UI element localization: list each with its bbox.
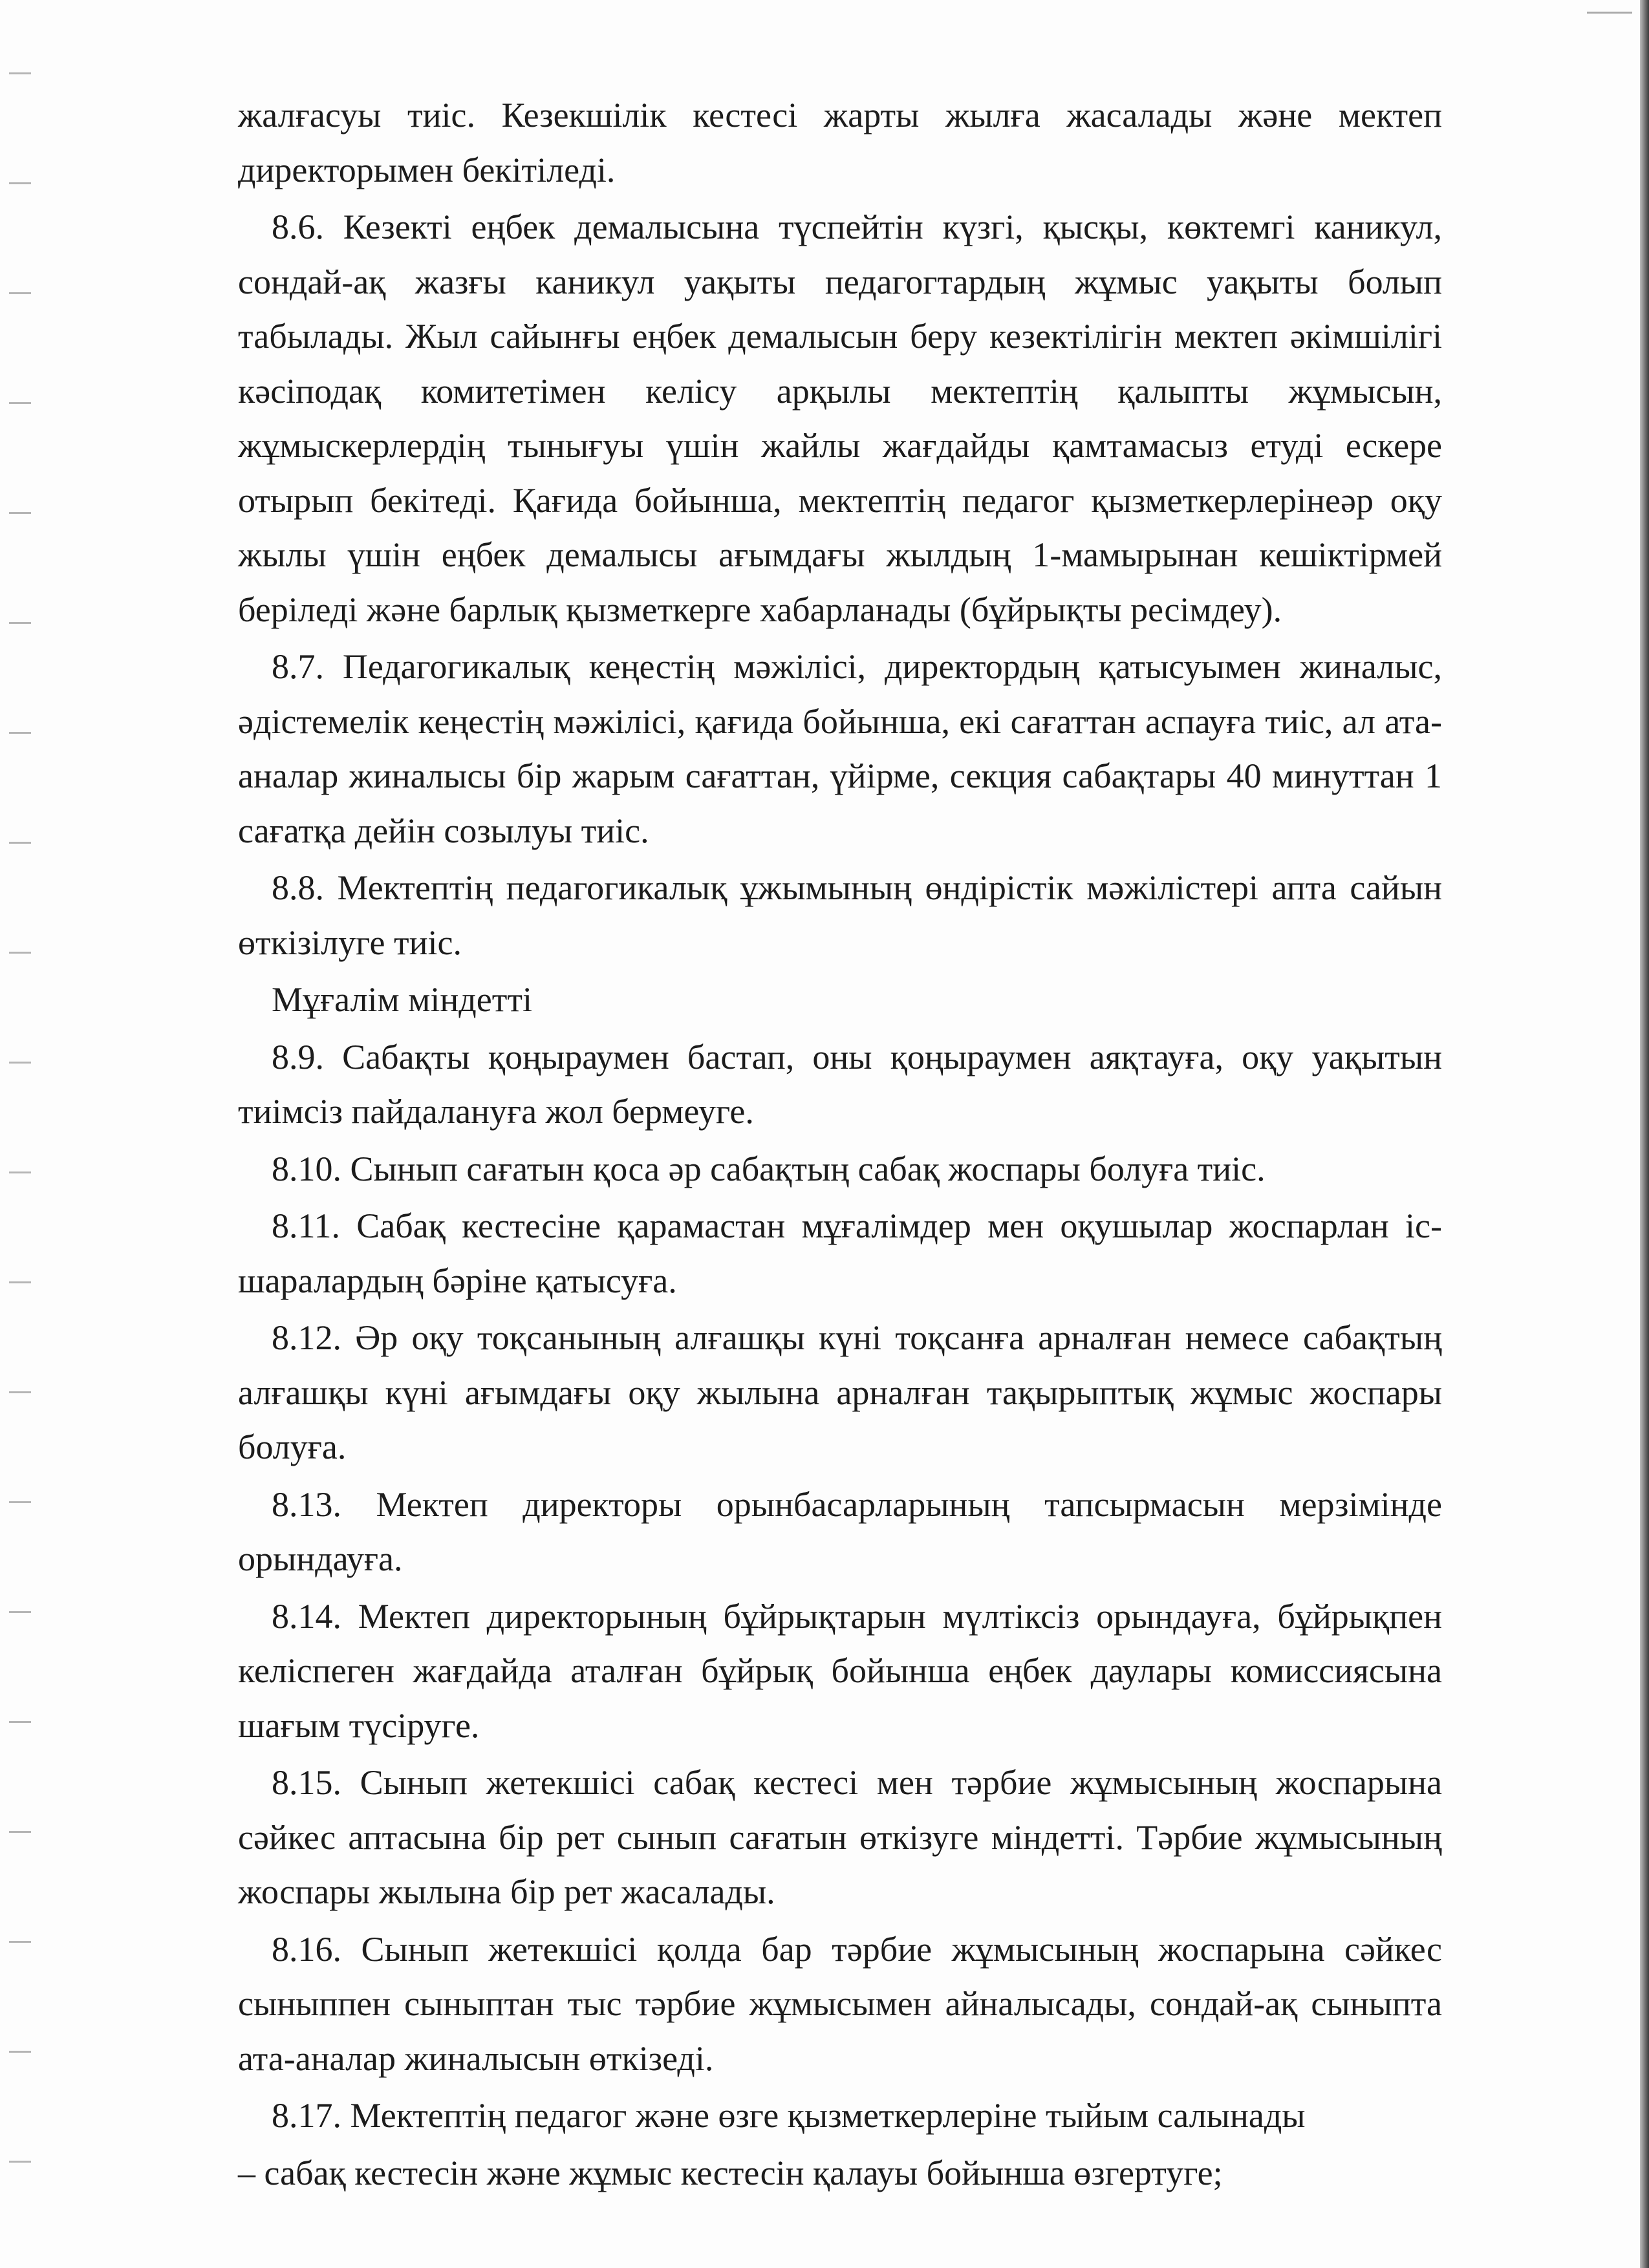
list-item: – сабақ кестесін және жұмыс кестесін қалауы бойынша өзгертуге; — [238, 2153, 1223, 2192]
paragraph-8-14: 8.14. Мектеп директорының бұйрықтарын мүлтіксіз орындауға, бұйрықпен келіспеген жағдайда аталған бұйрық бойынша еңбек даулары комиссиясына шағым түсіруге. — [238, 1596, 1442, 1745]
paragraph-8-8: 8.8. Мектептің педагогикалық ұжымының өндірістік мәжілістері апта сайын өткізілуге тиіс. — [238, 868, 1442, 962]
paragraph-8-16: 8.16. Сынып жетекшісі қолда бар тәрбие жұмысының жоспарына сәйкес сыныппен сыныптан тыс тәрбие жұмысымен айналысады, сондай-ақ сыныпта ата-аналар жиналысын өткізеді. — [238, 1929, 1442, 2078]
scan-edge-shadow — [1640, 0, 1649, 2268]
left-margin-marks — [9, 0, 35, 2268]
paragraph-8-7: 8.7. Педагогикалық кеңестің мәжілісі, директордың қатысуымен жиналыс, әдістемелік кеңестің мәжілісі, қағида бойынша, екі сағаттан аспауға тиіс, ал ата-аналар жиналысы бір жарым сағаттан, үйірме, секция сабақтары 40 минуттан 1 сағатқа дейін созылуы тиіс. — [238, 647, 1442, 850]
paragraph-8-17: 8.17. Мектептің педагог және өзге қызметкерлеріне тыйым салынады — [272, 2096, 1306, 2135]
paragraph-8-12: 8.12. Әр оқу тоқсанының алғашқы күні тоқсанға арналған немесе сабақтың алғашқы күні ағымдағы оқу жылына арналған тақырыптық жұмыс жоспары болуға. — [238, 1318, 1442, 1466]
scan-mark — [1587, 12, 1632, 14]
paragraph-continuation: жалғасуы тиіс. Кезекшілік кестесі жарты жылға жасалады және мектеп директорымен бекітіледі. — [238, 96, 1442, 189]
paragraph-8-13: 8.13. Мектеп директоры орынбасарларының тапсырмасын мерзімінде орындауға. — [238, 1484, 1442, 1578]
paragraph-8-6: 8.6. Кезекті еңбек демалысына түспейтін күзгі, қысқы, көктемгі каникул, сондай-ақ жазғы каникул уақыты педагогтардың жұмыс уақыты болып табылады. Жыл сайынғы еңбек демалысын беру кезектілігін мектеп әкімшілігі кәсіподақ комитетімен келісу арқылы мектептің қалыпты жұмысын, жұмыскерлердің тынығуы үшін жайлы жағдайды қамтамасыз етуді ескере отырып бекітеді. Қағида бойынша, мектептің педагог қызметкерлерінеәр оқу жылы үшін еңбек демалысы ағымдағы жылдың 1-мамырынан кешіктірмей беріледі және барлық қызметкерге хабарланады (бұйрықты ресімдеу). — [238, 208, 1442, 629]
section-heading-teacher-duties: Мұғалім міндетті — [272, 980, 532, 1019]
paragraph-8-11: 8.11. Сабақ кестесіне қарамастан мұғалімдер мен оқушылар жоспарлан іс-шаралардың бәріне қатысуға. — [238, 1206, 1442, 1300]
paragraph-8-15: 8.15. Сынып жетекшісі сабақ кестесі мен тәрбие жұмысының жоспарына сәйкес аптасына бір рет сынып сағатын өткізуге міндетті. Тәрбие жұмысының жоспары жылына бір рет жасалады. — [238, 1763, 1442, 1911]
paragraph-8-10: 8.10. Сынып сағатын қоса әр сабақтың сабақ жоспары болуға тиіс. — [272, 1149, 1266, 1188]
document-page — [238, 88, 1442, 2203]
paragraph-8-9: 8.9. Сабақты қоңыраумен бастап, оны қоңыраумен аяқтауға, оқу уақытын тиімсіз пайдалануға жол бермеуге. — [238, 1037, 1442, 1131]
